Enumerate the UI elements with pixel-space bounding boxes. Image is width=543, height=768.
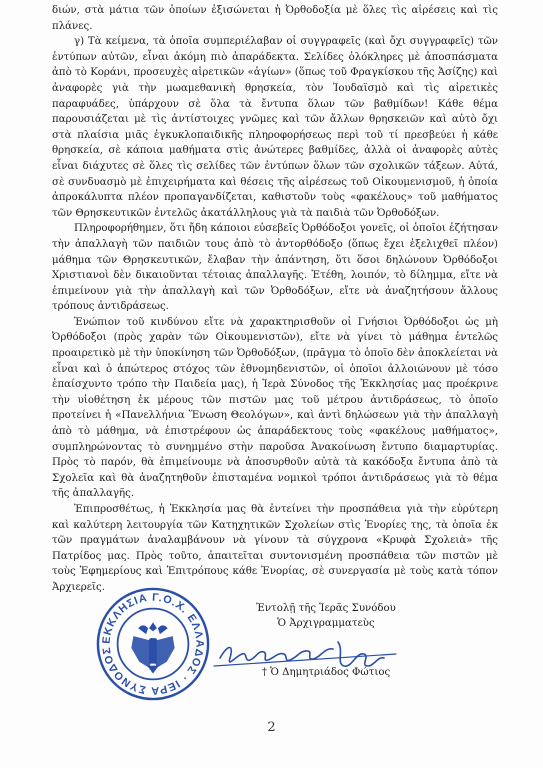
- stamp-ring-text: ΕΚΚΛΗΣΙΑ Γ.Ο.Χ. ΕΛΛΑΔΟΣ · ΙΕΡΑ ΣΥΝΟΔΟΣ: [100, 591, 206, 697]
- paragraph-gamma: γ) Τὰ κείμενα, τὰ ὁποῖα συμπεριέλαβαν οἱ συγγραφεῖς (καὶ ὄχι συγγραφεῖς) τῶν ἐντύπων αὐτῶν, εἶναι ἀκόμη πιὸ ἀπαράδεκτα. Σελίδες ὁλόκληρες μὲ ἀποσπάσματα ἀπὸ τὸ Κοράνι, προσευχὲς αἱρετικῶν «ἁγίων» (ὅπως τοῦ Φραγκίσκου τῆς Ἀσίζης) καὶ ἀναφορὲς γιὰ τὴν μωαμεθανικὴ θρησκεία, τὸν Ἰουδαϊσμὸ καὶ τὶς αἱρετικὲς παραφυάδες, ὑπάρχουν σὲ ὅλα τὰ ἔντυπα ὅλων τῶν βαθμίδων! Κάθε θέμα παρουσιάζεται μὲ τὶς ἀντίστοιχες γνῶμες καὶ τῶν ἄλλων θρησκειῶν καὶ αὐτὸ ὄχι στὰ πλαίσια μιᾶς ἐγκυκλοπαιδικῆς πληροφορήσεως περὶ τοῦ τί πρεσβεύει ἡ κάθε θρησκεία, σὲ κάποια μαθήματα στὶς ἀνώτερες βαθμίδες, ἀλλὰ οἱ ἀναφορὲς αὐτὲς εἶναι διάχυτες σὲ ὅλες τὶς σελίδες τῶν ἐντύπων ὅλων τῶν σχολικῶν τάξεων. Αὐτά, σὲ συνδυασμὸ μὲ ἐπιχειρήματα καὶ θέσεις τῆς αἱρέσεως τοῦ Οἰκουμενισμοῦ, ἡ ὁποία ἀπροκάλυπτα πλέον προπαγανδίζεται, καθιστοῦν τοὺς «φακέλους» τοῦ μαθήματος τῶν Θρησκευτικῶν ἐντελῶς ἀκατάλληλους γιὰ τὰ παιδιὰ τῶν Ὀρθοδόξων.: [52, 36, 498, 219]
- paragraph-synod-decision: Ἐνώπιον τοῦ κινδύνου εἴτε νὰ χαρακτηρισθοῦν οἱ Γνήσιοι Ὀρθόδοξοι ὡς μὴ Ὀρθόδοξοι (πρὸς χαρὰν τῶν Οἰκουμενιστῶν), εἴτε νὰ γίνει τὸ μάθημα ἐντελῶς προαιρετικὸ μὲ τὴν ὑποκίνηση τῶν Ὀρθοδόξων, (πρᾶγμα τὸ ὁποῖο δὲν ἀποκλείεται νὰ εἶναι καὶ ὁ ἀπώτερος στόχος τῶν ἐθνομηδενιστῶν, οἱ ὁποῖοι ἀλλοιώνουν μὲ τόσο ἐπαίσχυντο τρόπο τὴν Παιδεία μας), ἡ Ἱερὰ Σύνοδος τῆς Ἐκκλησίας μας προέκρινε τὴν υἱοθέτηση ἐκ μέρους τῶν πιστῶν μας τοῦ μέτρου ἀντιδράσεως, τὸ ὁποῖο προτείνει ἡ «Πανελλήνια Ἕνωση Θεολόγων», καὶ ἀντὶ δηλώσεων γιὰ τὴν ἀπαλλαγὴ ἀπὸ τὸ μάθημα, νὰ ἐπιστρέφουν ὡς ἀπαράδεκτους τοὺς «φακέλους μαθήματος», συμπληρώνοντας τὸ συνημμένο στὴν παροῦσα Ἀνακοίνωση ἔντυπο διαμαρτυρίας. Πρὸς τὸ παρόν, θὰ ἐπιμείνουμε νὰ ἀποσυρθοῦν αὐτὰ τὰ κακόδοξα ἔντυπα ἀπὸ τὰ Σχολεῖα καὶ θὰ ἀναζητηθοῦν ἐπισταμένα νομικοὶ τρόποι ἀντιδράσεως γιὰ τὸ θέμα τῆς ἀπαλλαγῆς.: [52, 316, 498, 500]
- paragraph-additionally: Ἐπιπροσθέτως, ἡ Ἐκκλησία μας θὰ ἐντείνει τὴν προσπάθεια γιὰ τὴν εὐρύτερη καὶ καλύτερη λειτουργία τῶν Κατηχητικῶν Σχολείων στὶς Ἐνορίες της, τὰ ὁποῖα ἐκ τῶν πραγμάτων ἀναλαμβάνουν νὰ γίνουν τὰ σύγχρονα «Κρυφὰ Σχολειὰ» τῆς Πατρίδος μας. Πρὸς τοῦτο, ἀπαιτεῖται συντονισμένη προσπάθεια τῶν πιστῶν μὲ τοὺς Ἐφημερίους καὶ Ἐπιτρόπους κάθε Ἐνορίας, σὲ συνεργασία μὲ τοὺς κατὰ τόπον Ἀρχιερεῖς.: [52, 504, 498, 593]
- page-number: 2: [267, 720, 276, 735]
- signature-block: [226, 601, 426, 631]
- signature-by-order: Ἐντολῇ τῆς Ἱερᾶς Συνόδου: [256, 603, 396, 614]
- body-text: [52, 3, 498, 596]
- synod-stamp-icon: [94, 585, 212, 703]
- paragraph-information: Πληροφορήθημεν, ὅτι ἤδη κάποιοι εὐσεβεῖς Ὀρθόδοξοι γονεῖς, οἱ ὁποῖοι ἐζήτησαν τὴν ἀπαλλαγὴ τῶν παιδιῶν τους ἀπὸ τὸ ἀντορθόδοξο (ὅπως ἔχει ἐξελιχθεῖ πλέον) μάθημα τῶν Θρησκευτικῶν, ἔλαβαν τὴν ἀπάντηση, ὅτι ὅσοι δηλώνουν Ὀρθόδοξοι Χριστιανοὶ δὲν δικαιοῦνται τέτοιας ἀπαλλαγῆς. Ἐτέθη, λοιπόν, τὸ δίλημμα, εἴτε νὰ ἐπιμείνουν γιὰ τὴν ἀπαλλαγὴ καὶ τῶν Ὀρθοδόξων, εἴτε νὰ ἀναζητήσουν ἄλλους τρόπους ἀντιδράσεως.: [52, 223, 498, 313]
- signature-title: Ὁ Ἀρχιγραμματεὺς: [277, 618, 375, 629]
- paragraph-continuation: διών, στὰ μάτια τῶν ὁποίων ἐξισώνεται ἡ Ὀρθοδοξία μὲ ὅλες τὶς αἱρέσεις καὶ τὶς πλάνες.: [52, 5, 498, 32]
- signer-name: † Ὁ Δημητριάδος Φώτιος: [261, 667, 391, 678]
